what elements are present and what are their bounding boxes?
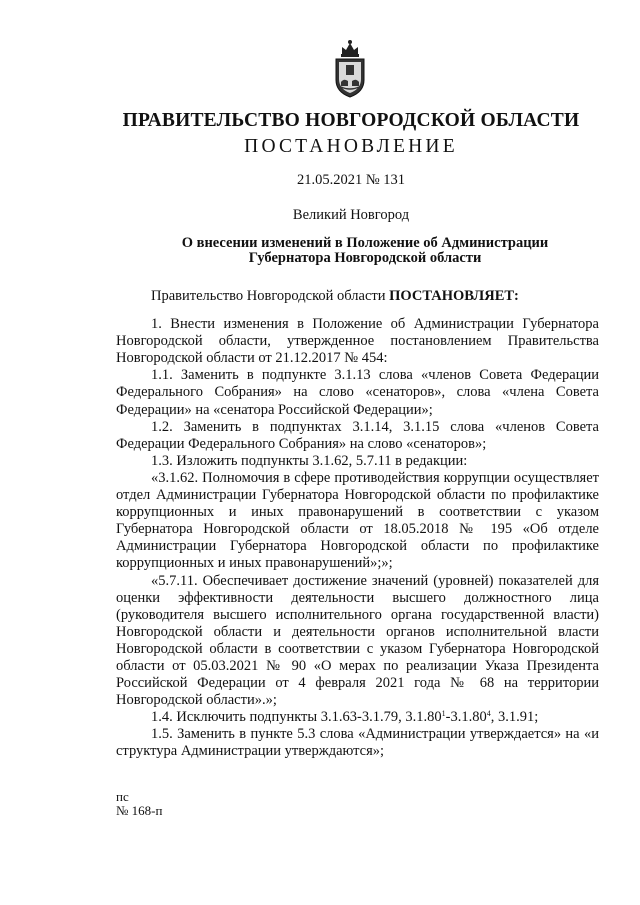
coat-of-arms-icon <box>329 38 371 100</box>
intro-text: Правительство Новгородской области <box>151 288 390 304</box>
paragraph-1-5: 1.5. Заменить в пункте 5.3 слова «Администрации утверждается» на «и структура Администрации утверждаются»; <box>116 726 599 760</box>
subject-line-2: Губернатора Новгородской области <box>248 250 482 266</box>
footer-number: № 168-п <box>116 803 163 818</box>
document-subject <box>155 236 575 266</box>
paragraph-1-4: 1.4. Исключить подпункты 3.1.63-3.1.79, 3.1.80$^1$-3.1.80$^4$, 3.1.91; <box>151 709 539 726</box>
document-type: ПОСТАНОВЛЕНИЕ <box>244 136 458 157</box>
document-date-number: 21.05.2021 № 131 <box>296 172 406 188</box>
paragraph-1-3: 1.3. Изложить подпункты 3.1.62, 5.7.11 в редакции: <box>151 452 468 469</box>
document-footer <box>116 790 162 818</box>
government-title: ПРАВИТЕЛЬСТВО НОВГОРОДСКОЙ ОБЛАСТИ <box>122 110 580 131</box>
paragraph-1-2: 1.2. Заменить в подпунктах 3.1.14, 3.1.15 слова «членов Совета Федерации Федерального Собрания» на слово «сенаторов»; <box>116 418 599 452</box>
document-city: Великий Новгород <box>292 207 410 223</box>
paragraph-5-7-11: «5.7.11. Обеспечивает достижение значений (уровней) показателей для оценки эффективности деятельности высшего должностного лица (руководителя высшего исполнительного органа государственной власти) Новгородской области и деятельности органов исполнительной власти Новгородской области в соответствии с указом Губернатора Новгородской области от 05.03.2021 № 90 «О мерах по реализации Указа Президента Российской Федерации от 4 февраля 2021 года № 68 на территории Новгородской области».»; <box>116 572 599 709</box>
paragraph-3-1-62: «3.1.62. Полномочия в сфере противодействия коррупции осуществляет отдел Администрации Губернатора Новгородской области по профилактике коррупционных и иных правонарушений в соответствии с указом Губернатора Новгородской области от 18.05.2018 № 195 «Об отделе Администрации Губернатора Новгородской области по профилактике коррупционных и иных правонарушений»;»; <box>116 469 599 572</box>
intro-paragraph <box>116 288 599 305</box>
document-body <box>116 288 599 761</box>
paragraph-1-1: 1.1. Заменить в подпункте 3.1.13 слова «членов Совета Федерации Федерального Собрания» на слово «сенаторов», слова «члена Совета Федерации» на «сенатора Российской Федерации»; <box>116 367 599 418</box>
subject-line-1: О внесении изменений в Положение об Администрации <box>181 235 549 251</box>
footer-initials: пс <box>116 789 129 804</box>
paragraph-1: 1. Внести изменения в Положение об Администрации Губернатора Новгородской области, утвержденное постановлением Правительства Новгородской области от 21.12.2017 № 454: <box>116 316 599 367</box>
intro-decree-word: ПОСТАНОВЛЯЕТ: <box>389 288 519 304</box>
